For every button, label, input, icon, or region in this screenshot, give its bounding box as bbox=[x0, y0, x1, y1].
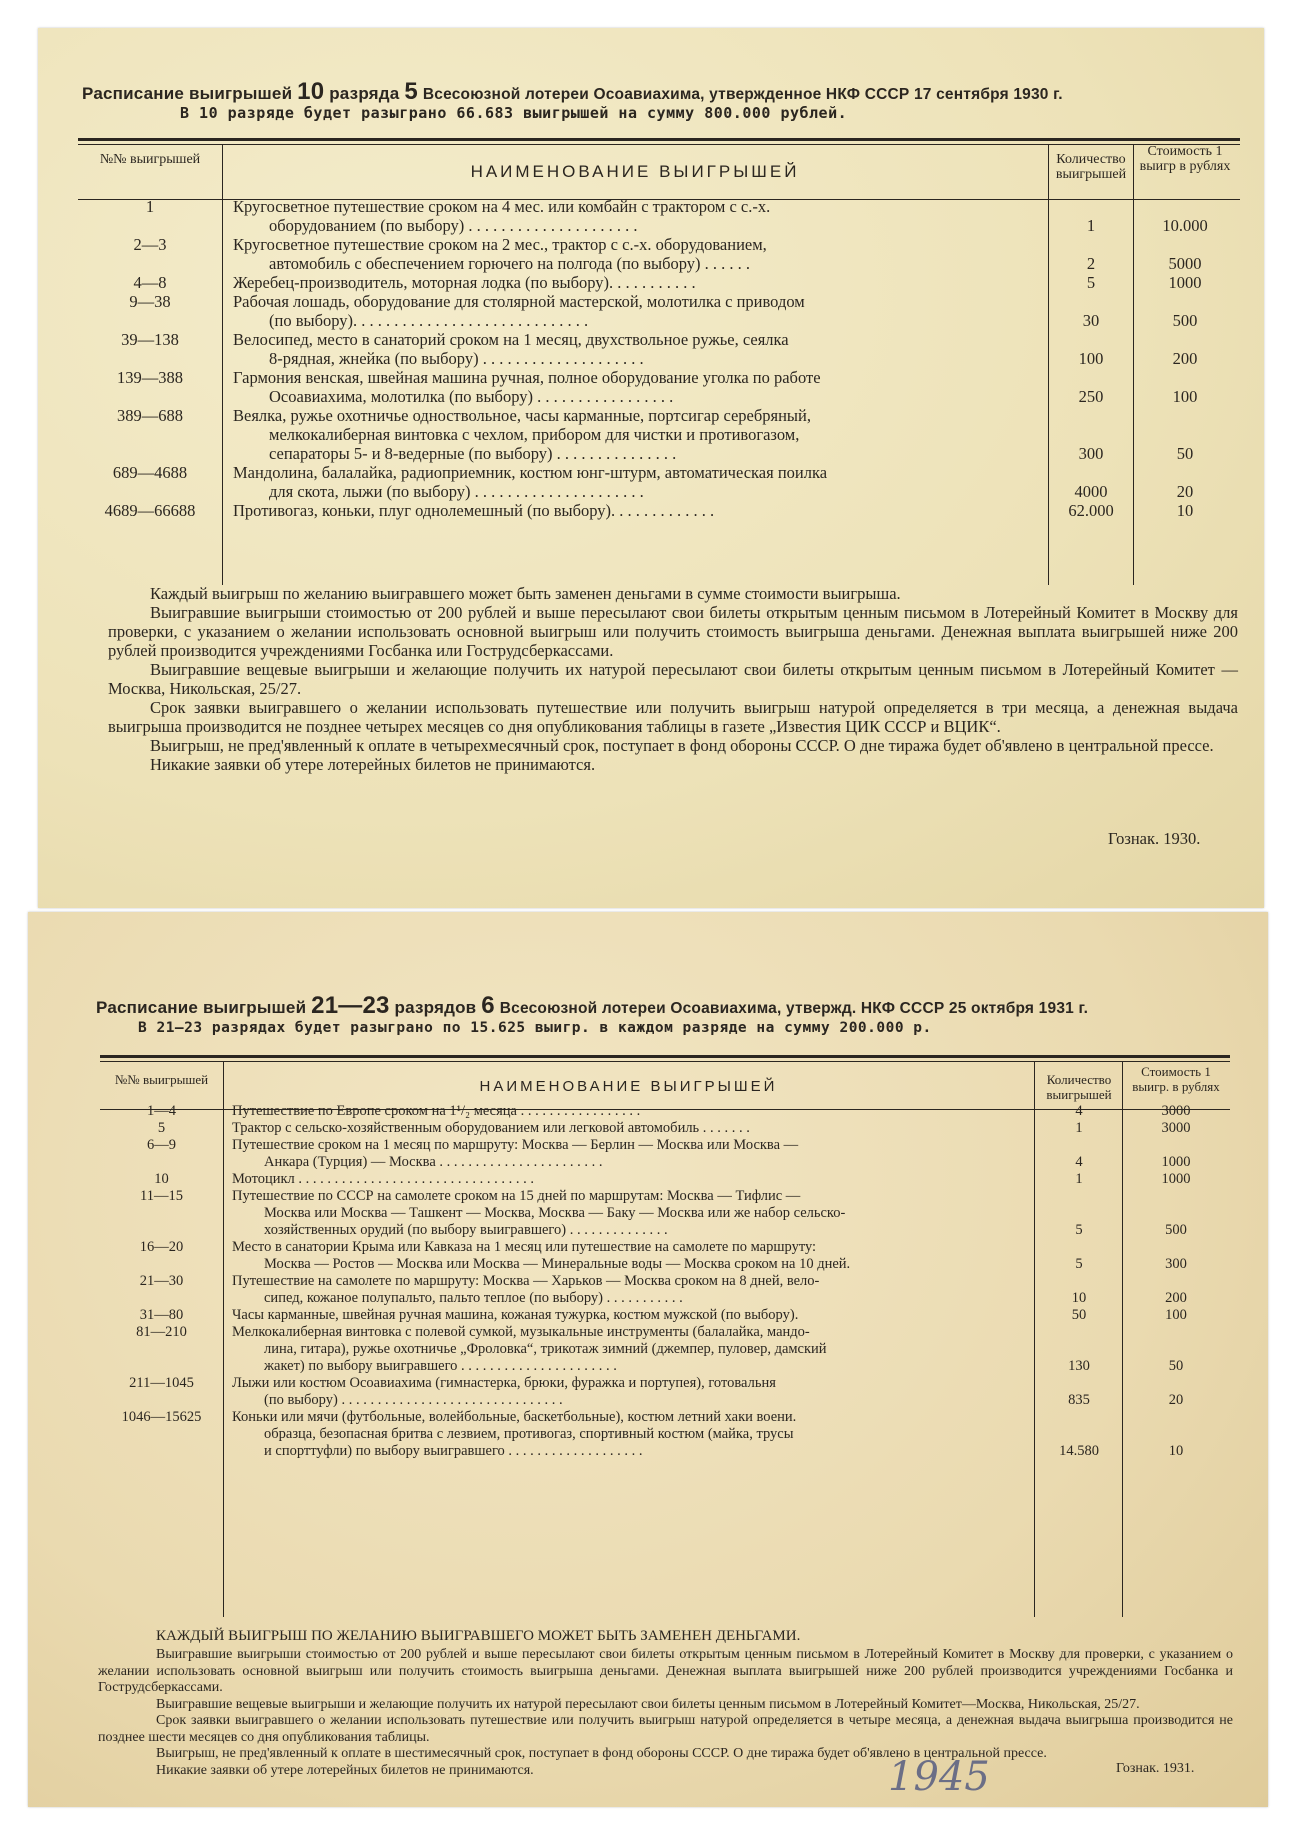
header-cost: Стоимость 1 выигр в рублях bbox=[1139, 144, 1231, 174]
prize-cost: 10 bbox=[1168, 1443, 1184, 1459]
header-numbers: №№ выигрышей bbox=[114, 1072, 209, 1087]
prize-quantity: 300 bbox=[1078, 444, 1104, 463]
prize-cost: 50 bbox=[1176, 444, 1194, 463]
prize-description-line: Путешествие сроком на 1 месяц по маршруту: Москва — Берлин — Москва или Москва — bbox=[232, 1137, 799, 1153]
prize-description-line: Место в санатории Крыма или Кавказа на 1 месяц или путешествие на самолете по маршруту: bbox=[232, 1239, 817, 1255]
prize-range: 1 bbox=[145, 197, 155, 216]
prize-description-line: оборудованием (по выбору) . . . . . . . . . . . . . . . . . . . . . bbox=[269, 216, 638, 235]
table-top-rule-thin bbox=[100, 1061, 1230, 1062]
terms-paragraph: Срок заявки выигравшего о желании использовать путешествие или получить выигрыш натурой определяется в четыре месяца, а денежная выдача выигрыша производится не позднее шести месяцев со дня опубликования таблицы. bbox=[98, 1713, 1233, 1745]
header-quantity: Количество выигрышей bbox=[1046, 1072, 1112, 1102]
prize-cost: 100 bbox=[1165, 1307, 1187, 1323]
prize-description-line: хозяйственных орудий (по выбору выигравшего) . . . . . . . . . . . . . . bbox=[264, 1222, 668, 1238]
prize-quantity: 100 bbox=[1078, 349, 1104, 368]
prize-quantity: 5 bbox=[1075, 1222, 1083, 1238]
prize-range: 5 bbox=[157, 1120, 166, 1136]
prize-description-line: автомобиль с обеспечением горючего на полгода (по выбору) . . . . . . bbox=[269, 254, 751, 273]
terms-paragraph: Срок заявки выигравшего о желании использовать путешествие или получить выигрыш натурой определяется в три месяца, а денежная выдача выигрыша производится не позднее четырех месяцев со дня опубликования таблицы в газете „Известия ЦИК СССР и ВЦИК“. bbox=[108, 698, 1238, 736]
sheet2-subtitle: В 21—23 разрядах будет разыграно по 15.625 выигр. в каждом разряде на сумму 200.000 р. bbox=[138, 1020, 932, 1036]
prize-cost: 50 bbox=[1168, 1358, 1184, 1374]
prize-description-line: сепараторы 5- и 8-ведерные (по выбору) . . . . . . . . . . . . . . . bbox=[269, 444, 677, 463]
prize-quantity: 250 bbox=[1078, 387, 1104, 406]
column-divider bbox=[1133, 145, 1134, 585]
imprint-1931: Гознак. 1931. bbox=[1116, 1761, 1195, 1776]
handwritten-note: 1945 bbox=[888, 1754, 990, 1800]
prize-description-line: Рабочая лошадь, оборудование для столярной мастерской, молотилка с приводом bbox=[233, 292, 805, 311]
prize-quantity: 4 bbox=[1075, 1154, 1083, 1170]
prize-cost: 1000 bbox=[1168, 273, 1202, 292]
prize-description-line: Трактор с сельско-хозяйственным оборудованием или легковой автомобиль . . . . . . . bbox=[232, 1120, 750, 1136]
prize-range: 39—138 bbox=[121, 330, 179, 349]
lottery-sheet-1930 bbox=[38, 28, 1264, 908]
prize-cost: 3000 bbox=[1161, 1120, 1191, 1136]
header-numbers: №№ выигрышей bbox=[99, 152, 201, 167]
prize-quantity: 5 bbox=[1086, 273, 1096, 292]
prize-range: 389—688 bbox=[117, 406, 183, 425]
prize-range: 81—210 bbox=[136, 1324, 187, 1340]
prize-description-line: образца, безопасная бритва с лезвием, противогаз, спортивный костюм (майка, трусы bbox=[264, 1426, 794, 1442]
column-divider bbox=[223, 1062, 224, 1617]
prize-description-line: Мандолина, балалайка, радиоприемник, костюм юнг-штурм, автоматическая поилка bbox=[233, 463, 828, 482]
terms-paragraph: Выигрыш, не пред'явленный к оплате в четырехмесячный срок, поступает в фонд обороны СССР. О дне тиража будет об'явлено в центральной прессе. bbox=[150, 736, 1214, 755]
prize-description-line: Путешествие на самолете по маршруту: Москва — Харьков — Москва сроком на 8 дней, вело- bbox=[232, 1273, 820, 1289]
prize-description-line: жакет) по выбору выигравшего . . . . . . . . . . . . . . . . . . . . . . bbox=[264, 1358, 617, 1374]
prize-description-line: Коньки или мячи (футбольные, волейбольные, баскетбольные), костюм летний хаки воени. bbox=[232, 1409, 797, 1425]
prize-description-line: Москва — Ростов — Москва или Москва — Минеральные воды — Москва сроком на 10 дней. bbox=[264, 1256, 851, 1272]
title-category-word: разрядов bbox=[394, 998, 477, 1017]
prize-cost: 200 bbox=[1172, 349, 1198, 368]
prize-quantity: 2 bbox=[1086, 254, 1096, 273]
header-cost: Стоимость 1 выигр. в рублях bbox=[1132, 1064, 1220, 1094]
prize-cost: 500 bbox=[1172, 311, 1198, 330]
prize-description-line: Часы карманные, швейная ручная машина, кожаная тужурка, костюм мужской (по выбору). bbox=[232, 1307, 799, 1323]
title-category-word: разряда bbox=[329, 84, 400, 103]
prize-quantity: 130 bbox=[1068, 1358, 1090, 1374]
prize-description-line: Кругосветное путешествие сроком на 2 мес., трактор с с.-х. оборудованием, bbox=[233, 235, 767, 254]
column-divider bbox=[222, 145, 223, 585]
prize-range: 139—388 bbox=[117, 368, 183, 387]
prize-cost: 3000 bbox=[1161, 1103, 1191, 1119]
prize-description-line: (по выбору) . . . . . . . . . . . . . . . . . . . . . . . . . . . . . . . bbox=[264, 1392, 563, 1408]
terms-paragraph: Никакие заявки об утере лотерейных билетов не принимаются. bbox=[156, 1762, 534, 1778]
prize-description-line: Мотоцикл . . . . . . . . . . . . . . . . . . . . . . . . . . . . . . . . . bbox=[232, 1171, 535, 1187]
prize-range: 6—9 bbox=[147, 1137, 176, 1153]
prize-cost: 500 bbox=[1165, 1222, 1187, 1238]
prize-description-line: Велосипед, место в санаторий сроком на 1 месяц, двухствольное ружье, сеялка bbox=[233, 330, 789, 349]
title-suffix: Всесоюзной лотереи Осоавиахима, утвержд. НКФ СССР 25 октября 1931 г. bbox=[499, 1000, 1089, 1017]
prize-cost: 300 bbox=[1165, 1256, 1187, 1272]
lottery-sheet-1931 bbox=[28, 912, 1268, 1807]
prize-quantity: 5 bbox=[1075, 1256, 1083, 1272]
prize-range: 689—4688 bbox=[112, 463, 188, 482]
header-prize-name: НАИМЕНОВАНИЕ ВЫИГРЫШЕЙ bbox=[470, 162, 800, 181]
prize-quantity: 1 bbox=[1075, 1120, 1083, 1136]
prize-description-line: Путешествие по СССР на самолете сроком на 15 дней по маршрутам: Москва — Тифлис — bbox=[232, 1188, 801, 1204]
sheet1-title bbox=[82, 78, 1063, 106]
prize-description-line: Москва или Москва — Ташкент — Москва, Москва — Баку — Москва или же набор сельско- bbox=[264, 1205, 846, 1221]
table-top-rule bbox=[100, 1055, 1230, 1058]
terms-paragraph: Выигравшие вещевые выигрыши и желающие получить их натурой пересылают свои билеты открытым ценным письмом в Лотерейный Комитет — Москва, Никольская, 25/27. bbox=[108, 660, 1238, 698]
prize-description-line: Жеребец-производитель, моторная лодка (по выбору). . . . . . . . . . . bbox=[233, 273, 696, 292]
title-lottery-number: 5 bbox=[404, 78, 418, 105]
header-quantity: Количество выигрышей bbox=[1055, 152, 1127, 182]
title-prefix: Расписание выигрышей bbox=[82, 84, 293, 103]
prize-cost: 1000 bbox=[1161, 1154, 1191, 1170]
prize-quantity: 1 bbox=[1075, 1171, 1083, 1187]
prize-range: 16—20 bbox=[139, 1239, 184, 1255]
prize-range: 2—3 bbox=[133, 235, 167, 254]
terms-paragraph: Никакие заявки об утере лотерейных билетов не принимаются. bbox=[150, 755, 596, 774]
prize-range: 31—80 bbox=[139, 1307, 184, 1323]
sheet1-subtitle: В 10 разряде будет разыграно 66.683 выигрышей на сумму 800.000 рублей. bbox=[180, 104, 848, 122]
imprint-1930: Гознак. 1930. bbox=[1108, 829, 1201, 848]
prize-range: 21—30 bbox=[139, 1273, 184, 1289]
prize-quantity: 4 bbox=[1075, 1103, 1083, 1119]
title-prefix: Расписание выигрышей bbox=[96, 998, 307, 1017]
prize-description-line: Веялка, ружье охотничье одноствольное, часы карманные, портсигар серебряный, bbox=[233, 406, 811, 425]
prize-cost: 20 bbox=[1176, 482, 1194, 501]
prize-range: 4689—66688 bbox=[104, 501, 196, 520]
lead-statement: КАЖДЫЙ ВЫИГРЫШ ПО ЖЕЛАНИЮ ВЫИГРАВШЕГО МОЖЕТ БЫТЬ ЗАМЕНЕН ДЕНЬГАМИ. bbox=[156, 1628, 801, 1644]
terms-paragraph: Выигрыш, не пред'явленный к оплате в шестимесячный срок, поступает в фонд обороны СССР. О дне тиража будет об'явлено в центральной прессе. bbox=[156, 1746, 1047, 1761]
title-suffix: Всесоюзной лотереи Осоавиахима, утвержденное НКФ СССР 17 сентября 1930 г. bbox=[422, 86, 1063, 103]
table-top-rule bbox=[78, 138, 1240, 141]
prize-quantity: 62.000 bbox=[1068, 501, 1114, 520]
prize-range: 11—15 bbox=[140, 1188, 183, 1204]
prize-cost: 10 bbox=[1176, 501, 1194, 520]
title-category-number: 21—23 bbox=[311, 992, 390, 1019]
terms-paragraph: Выигравшие выигрыши стоимостью от 200 рублей и выше пересылают свои билеты открытым ценным письмом в Лотерейный Комитет в Москву для проверки, с указанием о желании использовать основной выигрыш или получить стоимость выигрыша деньгами. Денежная выплата выигрышей ниже 200 рублей производится учреждениями Госбанка и Гострудсберкассами. bbox=[98, 1647, 1233, 1695]
title-lottery-number: 6 bbox=[481, 992, 495, 1019]
prize-cost: 200 bbox=[1165, 1290, 1187, 1306]
prize-quantity: 10 bbox=[1071, 1290, 1087, 1306]
prize-description-line: Противогаз, коньки, плуг однолемешный (по выбору). . . . . . . . . . . . . bbox=[233, 501, 715, 520]
table-top-rule-thin bbox=[78, 144, 1240, 145]
prize-description-line: Путешествие по Европе сроком на 1¹/₂ месяца . . . . . . . . . . . . . . . . . bbox=[232, 1103, 641, 1119]
prize-quantity: 4000 bbox=[1074, 482, 1108, 501]
terms-text-1931 bbox=[98, 1647, 1233, 1779]
prize-range: 211—1045 bbox=[129, 1375, 194, 1391]
prize-description-line: лина, гитара), ружье охотничье „Фроловка“, трикотаж зимний (джемпер, пуловер, дамский bbox=[264, 1341, 827, 1357]
terms-text-1930 bbox=[108, 584, 1238, 774]
prize-description-line: мелкокалиберная винтовка с чехлом, прибором для чистки и противогазом, bbox=[269, 425, 800, 444]
prize-range: 1—4 bbox=[147, 1103, 176, 1119]
column-divider bbox=[1122, 1062, 1123, 1617]
prize-range: 9—38 bbox=[129, 292, 171, 311]
prize-quantity: 50 bbox=[1071, 1307, 1087, 1323]
prize-description-line: и спорттуфли) по выбору выигравшего . . . . . . . . . . . . . . . . . . . bbox=[264, 1443, 643, 1459]
prize-description-line: Кругосветное путешествие сроком на 4 мес. или комбайн с трактором с с.-х. bbox=[233, 197, 771, 216]
terms-paragraph: Выигравшие выигрыши стоимостью от 200 рублей и выше пересылают свои билеты открытым ценным письмом в Лотерейный Комитет в Москву для проверки, с указанием о желании использовать основной выигрыш или получить стоимость выигрыша деньгами. Денежная выплата выигрышей ниже 200 рублей производится учреждениями Госбанка или Гострудсберкассами. bbox=[108, 603, 1238, 660]
prize-quantity: 30 bbox=[1082, 311, 1100, 330]
prize-description-line: Осоавиахима, молотилка (по выбору) . . . . . . . . . . . . . . . . . bbox=[269, 387, 674, 406]
prize-range: 10 bbox=[154, 1171, 169, 1187]
prize-description-line: Лыжи или костюм Осоавиахима (гимнастерка, брюки, фуражка и портупея), готовальня bbox=[232, 1375, 776, 1391]
prize-range: 4—8 bbox=[133, 273, 167, 292]
prize-description-line: Гармония венская, швейная машина ручная, полное оборудование уголка по работе bbox=[233, 368, 821, 387]
terms-paragraph: Выигравшие вещевые выигрыши и желающие получить их натурой пересылают свои билеты ценным письмом в Лотерейный Комитет—Москва, Никольская, 25/27. bbox=[156, 1696, 1140, 1712]
prize-cost: 5000 bbox=[1168, 254, 1202, 273]
prize-cost: 100 bbox=[1172, 387, 1198, 406]
prize-description-line: 8-рядная, жнейка (по выбору) . . . . . . . . . . . . . . . . . . . . bbox=[269, 349, 644, 368]
prize-cost: 20 bbox=[1168, 1392, 1184, 1408]
prize-description-line: (по выбору). . . . . . . . . . . . . . . . . . . . . . . . . . . . . bbox=[269, 311, 589, 330]
prize-cost: 10.000 bbox=[1162, 216, 1208, 235]
prize-quantity: 14.580 bbox=[1059, 1443, 1099, 1459]
column-divider bbox=[1034, 1062, 1035, 1617]
prize-description-line: Мелкокалиберная винтовка с полевой сумкой, музыкальные инструменты (балалайка, мандо- bbox=[232, 1324, 810, 1340]
prize-description-line: Анкара (Турция) — Москва . . . . . . . . . . . . . . . . . . . . . . . bbox=[264, 1154, 603, 1170]
prize-cost: 1000 bbox=[1161, 1171, 1191, 1187]
sheet2-title bbox=[96, 992, 1088, 1020]
column-divider bbox=[1048, 145, 1049, 585]
prize-range: 1046—15625 bbox=[121, 1409, 202, 1425]
prize-quantity: 835 bbox=[1068, 1392, 1090, 1408]
prize-description-line: для скота, лыжи (по выбору) . . . . . . . . . . . . . . . . . . . . . bbox=[269, 482, 644, 501]
prize-description-line: сипед, кожаное полупальто, пальто теплое (по выбору) . . . . . . . . . . . bbox=[264, 1290, 683, 1306]
terms-paragraph: Каждый выигрыш по желанию выигравшего может быть заменен деньгами в сумме стоимости выигрыша. bbox=[150, 584, 901, 603]
prize-quantity: 1 bbox=[1086, 216, 1096, 235]
header-prize-name: НАИМЕНОВАНИЕ ВЫИГРЫШЕЙ bbox=[479, 1078, 778, 1095]
title-category-number: 10 bbox=[297, 78, 325, 105]
